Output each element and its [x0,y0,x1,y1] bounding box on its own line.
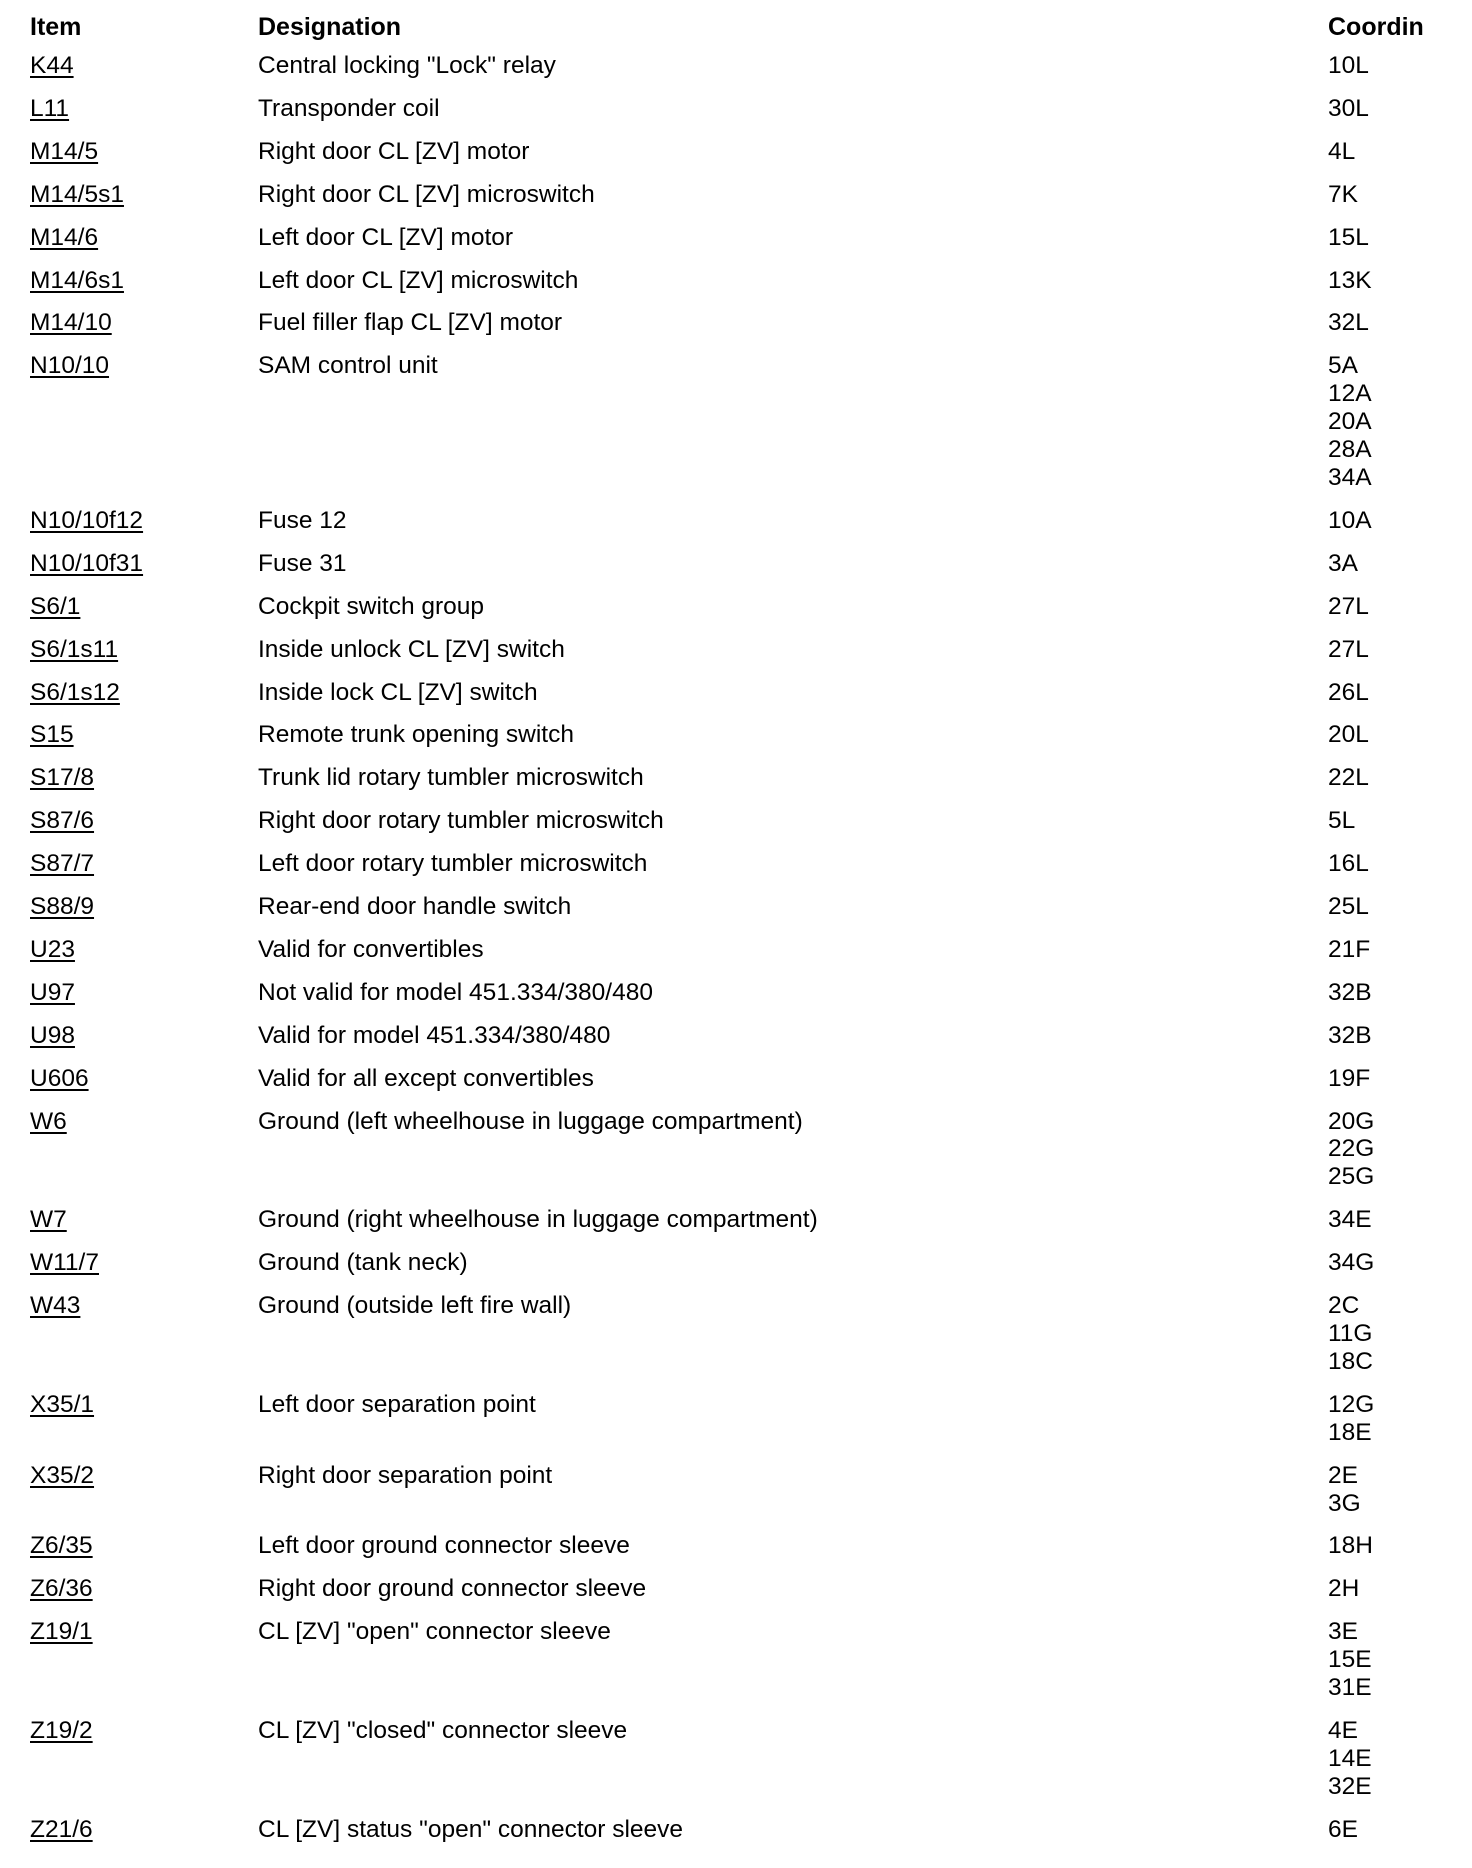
coordinate-list [1328,636,1369,664]
coordinate-value: 32B [1328,978,1372,1006]
table-row [0,352,1472,507]
item-link[interactable]: S6/1s12 [30,678,120,706]
coordinate-list [1328,52,1369,80]
coordinate-list [1328,721,1369,749]
table-row [0,1532,1472,1575]
designation-text: Right door rotary tumbler microswitch [258,807,664,835]
coordinate-value: 32B [1328,1021,1372,1049]
item-link[interactable]: M14/10 [30,309,112,337]
coordinate-list [1328,764,1369,792]
designation-text: Inside lock CL [ZV] switch [258,678,538,706]
item-link[interactable]: N10/10f12 [30,506,144,534]
item-link[interactable]: W11/7 [30,1249,99,1277]
item-link[interactable]: K44 [30,52,74,79]
coordinate-value: 3E [1328,1618,1358,1646]
item-link[interactable]: S17/8 [30,764,95,792]
table-row [0,593,1472,636]
item-link[interactable]: S6/1 [30,592,81,620]
item-link[interactable]: Z19/1 [30,1618,93,1646]
table-row [0,721,1472,764]
table-row [0,807,1472,850]
table-row [0,224,1472,267]
table-row [0,1206,1472,1249]
designation-text: Right door CL [ZV] microswitch [258,180,595,208]
coordinate-value: 28A [1328,436,1372,464]
designation-text: Left door rotary tumbler microswitch [258,850,648,878]
coordinate-value: 22L [1328,764,1369,792]
coordinate-value: 34G [1328,1249,1375,1277]
item-link[interactable]: S88/9 [30,893,95,921]
coordinate-value: 4E [1328,1716,1358,1744]
table-row [0,1065,1472,1108]
coordinate-value: 16L [1328,850,1369,878]
table-row [0,138,1472,181]
coordinate-value: 5L [1328,807,1356,835]
designation-text: Left door ground connector sleeve [258,1532,630,1560]
coordinate-value: 25G [1328,1163,1375,1191]
header-coordinate: Coordin [1328,13,1424,41]
designation-text: Valid for convertibles [258,935,484,963]
coordinate-list [1328,309,1369,337]
coordinate-list [1328,807,1355,835]
item-link[interactable]: N10/10 [30,352,110,380]
coordinate-value: 19F [1328,1064,1371,1092]
coordinate-value: 11G [1328,1320,1373,1347]
coordinate-list [1328,1249,1374,1277]
coordinate-list [1328,352,1372,492]
table-row [0,1717,1472,1816]
coordinate-value: 15E [1328,1646,1372,1674]
item-link[interactable]: M14/5 [30,137,99,165]
coordinate-value: 20A [1328,408,1372,436]
designation-text: Right door separation point [258,1461,553,1489]
coordinate-value: 30L [1328,94,1369,122]
table-row [0,181,1472,224]
coordinate-list [1328,138,1355,166]
table-row [0,1462,1472,1533]
coordinate-value: 27L [1328,592,1369,620]
table-row [0,636,1472,679]
designation-text: Fuel filler flap CL [ZV] motor [258,309,563,337]
item-link[interactable]: U98 [30,1021,75,1049]
coordinate-list [1328,1532,1373,1560]
coordinate-list [1328,507,1372,535]
coordinate-value: 31E [1328,1674,1372,1702]
item-link[interactable]: W43 [30,1292,81,1320]
coordinate-value: 2H [1328,1575,1360,1603]
coordinate-list [1328,1108,1374,1192]
table-row [0,850,1472,893]
header-item: Item [30,13,82,41]
table-row [0,507,1472,550]
designation-text: CL [ZV] "closed" connector sleeve [258,1716,628,1744]
coordinate-value: 3A [1328,549,1358,577]
designation-text: Trunk lid rotary tumbler microswitch [258,764,644,792]
coordinate-list [1328,550,1358,578]
item-link[interactable]: Z6/36 [30,1575,93,1603]
designation-text: Ground (tank neck) [258,1249,468,1277]
coordinate-list [1328,181,1358,209]
item-link[interactable]: X35/2 [30,1461,95,1489]
item-link[interactable]: X35/1 [30,1390,95,1418]
coordinate-value: 34E [1328,1206,1372,1234]
designation-text: CL [ZV] status "open" connector sleeve [258,1815,684,1843]
coordinate-value: 32E [1328,1772,1372,1800]
designation-text: Left door CL [ZV] microswitch [258,266,579,294]
item-link[interactable]: S87/7 [30,850,95,878]
item-link[interactable]: M14/6 [30,223,99,251]
coordinate-list [1328,1206,1372,1234]
coordinate-value: 22G [1328,1135,1375,1163]
table-row [0,979,1472,1022]
item-link[interactable]: Z21/6 [30,1815,93,1843]
item-link[interactable]: S87/6 [30,807,95,835]
coordinate-list [1328,1462,1361,1518]
coordinate-list [1328,1575,1359,1603]
designation-text: Left door separation point [258,1390,536,1418]
designation-text: Valid for all except convertibles [258,1064,594,1092]
designation-text: Cockpit switch group [258,592,485,620]
table-row [0,1816,1472,1859]
legend-table [0,52,1472,1859]
coordinate-list [1328,1816,1358,1844]
designation-text: SAM control unit [258,352,438,380]
coordinate-value: 3G [1328,1489,1361,1517]
coordinate-value: 27L [1328,635,1369,663]
item-link[interactable]: U606 [30,1064,89,1092]
table-row [0,893,1472,936]
designation-text: Right door ground connector sleeve [258,1575,647,1603]
coordinate-value: 5A [1328,352,1358,380]
coordinate-list [1328,850,1369,878]
coordinate-list [1328,679,1369,707]
table-row [0,764,1472,807]
item-link[interactable]: L11 [30,94,70,122]
coordinate-list [1328,593,1369,621]
designation-text: Central locking "Lock" relay [258,52,556,79]
coordinate-list [1328,1292,1373,1376]
table-row [0,550,1472,593]
table-row [0,267,1472,310]
designation-text: Inside unlock CL [ZV] switch [258,635,565,663]
coordinate-value: 18E [1328,1418,1372,1446]
coordinate-list [1328,267,1372,295]
coordinate-value: 2E [1328,1461,1358,1489]
item-link[interactable]: W7 [30,1206,67,1234]
designation-text: Transponder coil [258,94,440,122]
coordinate-value: 34A [1328,463,1372,491]
coordinate-value: 12A [1328,380,1372,408]
table-row [0,1022,1472,1065]
item-link[interactable]: W6 [30,1107,67,1135]
table-row [0,1575,1472,1618]
item-link[interactable]: U23 [30,935,75,963]
item-link[interactable]: Z19/2 [30,1716,93,1744]
designation-text: Right door CL [ZV] motor [258,137,530,165]
designation-text: Rear-end door handle switch [258,893,572,921]
coordinate-list [1328,1022,1372,1050]
coordinate-list [1328,936,1370,964]
coordinate-value: 15L [1328,223,1369,251]
coordinate-value: 32L [1328,309,1369,337]
item-link[interactable]: N10/10f31 [30,549,144,577]
designation-text: Not valid for model 451.334/380/480 [258,978,653,1006]
item-link[interactable]: S15 [30,721,74,749]
coordinate-list [1328,1618,1372,1702]
coordinate-list [1328,1391,1374,1447]
item-link[interactable]: M14/6s1 [30,266,124,294]
item-link[interactable]: Z6/35 [30,1532,93,1560]
coordinate-value: 18C [1328,1347,1373,1375]
coordinate-value: 20L [1328,721,1369,749]
table-row [0,1292,1472,1391]
table-row [0,1249,1472,1292]
coordinate-list [1328,95,1369,123]
designation-text: Ground (outside left fire wall) [258,1292,572,1320]
designation-text: Ground (left wheelhouse in luggage compartment) [258,1107,803,1135]
coordinate-value: 21F [1328,935,1371,963]
table-row [0,52,1472,95]
coordinate-value: 20G [1328,1107,1375,1135]
coordinate-list [1328,1717,1372,1801]
table-row [0,679,1472,722]
table-row [0,1391,1472,1462]
coordinate-value: 25L [1328,893,1369,921]
coordinate-list [1328,979,1372,1007]
coordinate-list [1328,893,1369,921]
item-link[interactable]: S6/1s11 [30,635,119,663]
designation-text: Ground (right wheelhouse in luggage compartment) [258,1206,818,1234]
table-row [0,1108,1472,1207]
coordinate-list [1328,1065,1370,1093]
table-row [0,309,1472,352]
item-link[interactable]: M14/5s1 [30,180,124,208]
coordinate-value: 2C [1328,1292,1360,1320]
designation-text: Left door CL [ZV] motor [258,223,514,251]
coordinate-value: 12G [1328,1390,1375,1418]
coordinate-value: 18H [1328,1532,1373,1560]
item-link[interactable]: U97 [30,978,75,1006]
designation-text: Remote trunk opening switch [258,721,574,749]
coordinate-value: 10L [1328,52,1369,79]
coordinate-value: 13K [1328,266,1372,294]
coordinate-list [1328,224,1369,252]
table-row [0,1618,1472,1717]
coordinate-value: 14E [1328,1744,1372,1772]
coordinate-value: 7K [1328,180,1358,208]
designation-text: Fuse 12 [258,506,347,534]
designation-text: Fuse 31 [258,549,347,577]
table-row [0,936,1472,979]
coordinate-value: 4L [1328,137,1356,165]
designation-text: CL [ZV] "open" connector sleeve [258,1618,611,1646]
table-row [0,95,1472,138]
designation-text: Valid for model 451.334/380/480 [258,1021,611,1049]
coordinate-value: 26L [1328,678,1369,706]
header-designation: Designation [258,13,402,41]
coordinate-value: 10A [1328,506,1372,534]
coordinate-value: 6E [1328,1815,1358,1843]
